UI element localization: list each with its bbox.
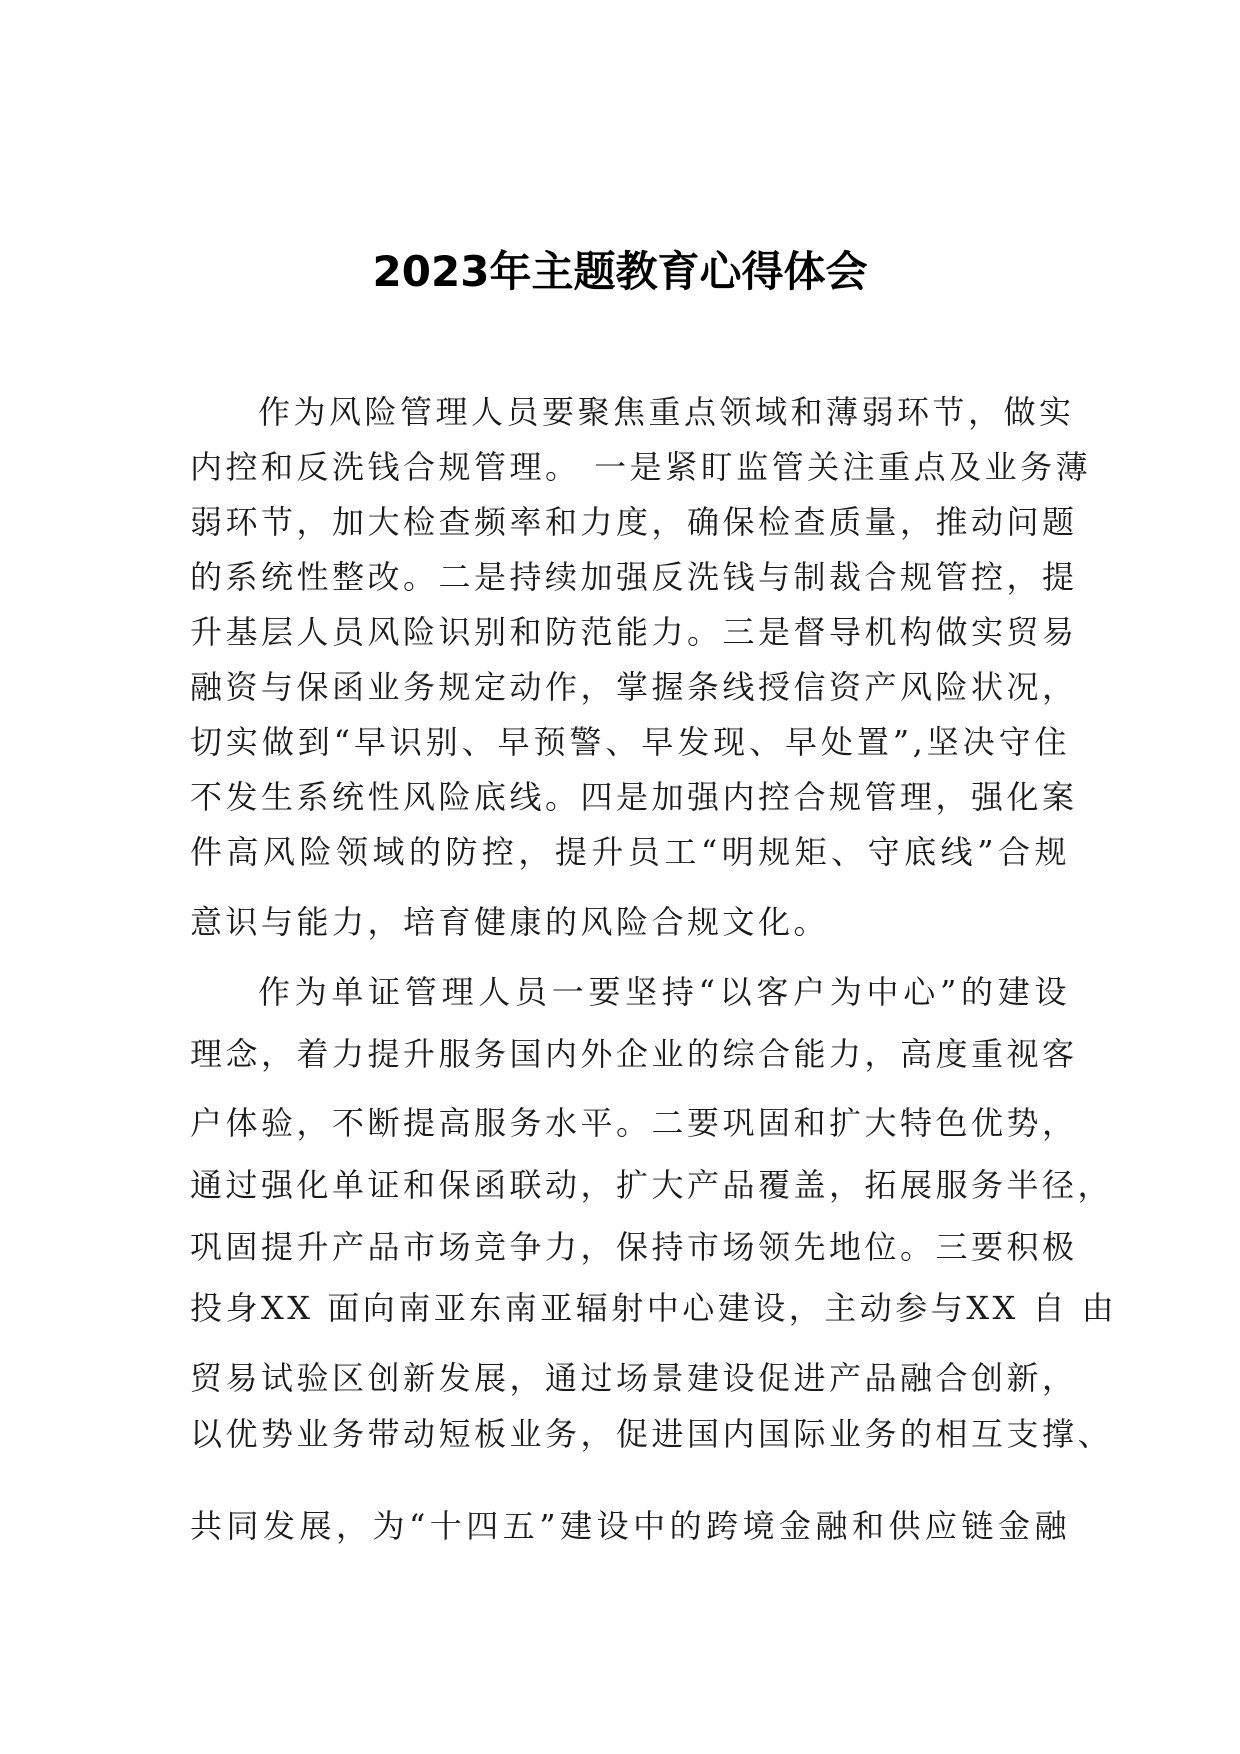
paragraph-line: 户体验，不断提高服务水平。二要巩固和扩大特色优势， — [190, 1104, 1078, 1142]
paragraph-line: 巩固提升产品市场竞争力，保持市场领先地位。三要积极 — [190, 1228, 1078, 1266]
paragraph-line: 共同发展，为“十四五”建设中的跨境金融和供应链金融 — [190, 1507, 1070, 1545]
paragraph-line: 内控和反洗钱合规管理。 一是紧盯监管关注重点及业务薄 — [190, 448, 1092, 486]
paragraph-line: 理念，着力提升服务国内外企业的综合能力，高度重视客 — [190, 1035, 1078, 1073]
paragraph-line: 以优势业务带动短板业务，促进国内国际业务的相互支撑、 — [190, 1415, 1114, 1453]
paragraph-line: 通过强化单证和保函联动，扩大产品覆盖，拓展服务半径， — [190, 1166, 1114, 1204]
paragraph-line: 作为单证管理人员一要坚持“以客户为中心”的建设 — [258, 973, 1070, 1011]
paragraph-line: 意识与能力，培育健康的风险合规文化。 — [190, 903, 830, 941]
paragraph-line: 不发生系统性风险底线。四是加强内控合规管理，强化案 — [190, 778, 1078, 816]
paragraph-line: 的系统性整改。二是持续加强反洗钱与制裁合规管控，提 — [190, 558, 1078, 596]
paragraph-line: 弱环节，加大检查频率和力度，确保检查质量，推动问题 — [190, 503, 1078, 541]
paragraph-line: 作为风险管理人员要聚焦重点领域和薄弱环节，做实 — [258, 393, 1075, 431]
paragraph-line: 件高风险领域的防控，提升员工“明规矩、守底线”合规 — [190, 833, 1070, 871]
paragraph-line: 切实做到“早识别、早预警、早发现、早处置”,坚决守住 — [190, 723, 1070, 761]
paragraph-line: 贸易试验区创新发展，通过场景建设促进产品融合创新， — [190, 1359, 1078, 1397]
document-title: 2023年主题教育心得体会 — [372, 247, 868, 296]
paragraph-line: 投身XX 面向南亚东南亚辐射中心建设，主动参与XX 自 由 — [190, 1289, 1118, 1327]
paragraph-line: 升基层人员风险识别和防范能力。三是督导机构做实贸易 — [190, 613, 1078, 651]
paragraph-line: 融资与保函业务规定动作，掌握条线授信资产风险状况， — [190, 668, 1078, 706]
